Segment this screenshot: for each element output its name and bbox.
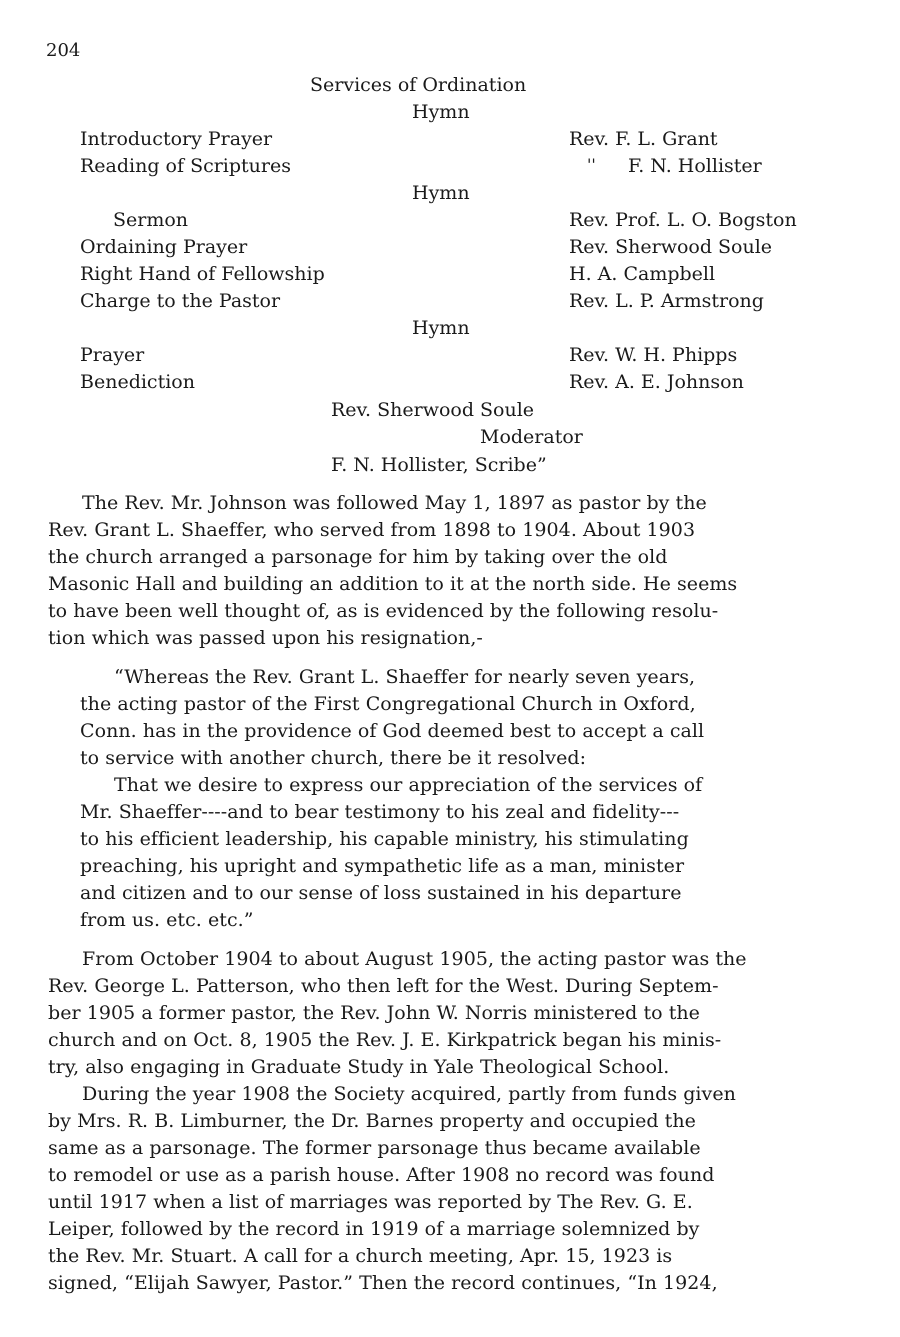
text-line: Leiper, followed by the record in 1919 of a marriage solemnized by — [48, 1218, 700, 1240]
text-line: That we desire to express our appreciation of the services of — [114, 774, 703, 796]
programme-title: Services of Ordination — [310, 74, 527, 96]
service-part: Prayer — [80, 344, 145, 366]
text-line: the acting pastor of the First Congregational Church in Oxford, — [80, 693, 696, 715]
text-line: Mr. Shaeffer----and to bear testimony to his zeal and fidelity--- — [80, 801, 680, 823]
service-part: Reading of Scriptures — [80, 155, 291, 177]
text-line: from us. etc. etc.” — [80, 909, 254, 931]
text-line: and citizen and to our sense of loss sustained in his departure — [80, 882, 682, 904]
moderator-title: Moderator — [480, 426, 583, 448]
text-line: church and on Oct. 8, 1905 the Rev. J. E. Kirkpatrick began his minis- — [48, 1029, 722, 1051]
service-leader: F. N. Hollister — [628, 155, 762, 177]
text-line: by Mrs. R. B. Limburner, the Dr. Barnes property and occupied the — [48, 1110, 696, 1132]
programme-row — [0, 234, 900, 261]
text-line: to have been well thought of, as is evidenced by the following resolu- — [48, 600, 719, 622]
quote-paragraph — [80, 664, 840, 772]
text-line: until 1917 when a list of marriages was reported by The Rev. G. E. — [48, 1191, 693, 1213]
service-part: Charge to the Pastor — [80, 290, 281, 312]
programme-row — [0, 207, 900, 234]
text-line: tion which was passed upon his resignation,- — [48, 627, 483, 649]
paragraph — [48, 1081, 854, 1297]
hymn-2: Hymn — [412, 182, 470, 204]
programme-row — [0, 288, 900, 315]
service-leader: Rev. A. E. Johnson — [569, 371, 744, 393]
service-leader: H. A. Campbell — [569, 263, 716, 285]
service-leader: Rev. Prof. L. O. Bogston — [569, 209, 797, 231]
quote-paragraph — [80, 772, 840, 934]
text-line: “Whereas the Rev. Grant L. Shaeffer for nearly seven years, — [114, 666, 696, 688]
service-part: Right Hand of Fellowship — [80, 263, 325, 285]
text-line: to his efficient leadership, his capable ministry, his stimulating — [80, 828, 689, 850]
text-line: Conn. has in the providence of God deemed best to accept a call — [80, 720, 705, 742]
service-leader: Rev. L. P. Armstrong — [569, 290, 764, 312]
programme-row — [0, 369, 900, 396]
paragraph — [48, 490, 854, 652]
text-line: Rev. Grant L. Shaeffer, who served from 1898 to 1904. About 1903 — [48, 519, 696, 541]
hymn-1: Hymn — [412, 101, 470, 123]
hymn-3: Hymn — [412, 317, 470, 339]
service-part: Sermon — [113, 209, 189, 231]
text-line: signed, “Elijah Sawyer, Pastor.” Then the record continues, “In 1924, — [48, 1272, 718, 1294]
body-text — [48, 490, 854, 1297]
resolution-quote — [80, 664, 840, 934]
page-number: 204 — [46, 40, 81, 61]
ditto-mark: '' — [587, 155, 596, 174]
text-line: the church arranged a parsonage for him by taking over the old — [48, 546, 668, 568]
programme-row — [0, 126, 900, 153]
service-part: Benediction — [80, 371, 195, 393]
text-line: preaching, his upright and sympathetic life as a man, minister — [80, 855, 685, 877]
service-leader: Rev. F. L. Grant — [569, 128, 718, 150]
service-part: Ordaining Prayer — [80, 236, 248, 258]
text-line: same as a parsonage. The former parsonage thus became available — [48, 1137, 701, 1159]
programme-row — [0, 342, 900, 369]
scribe-signature: F. N. Hollister, Scribe” — [331, 454, 547, 476]
text-line: ber 1905 a former pastor, the Rev. John W. Norris ministered to the — [48, 1002, 700, 1024]
text-line: the Rev. Mr. Stuart. A call for a church meeting, Apr. 15, 1923 is — [48, 1245, 673, 1267]
text-line: During the year 1908 the Society acquired, partly from funds given — [82, 1083, 736, 1105]
text-line: Rev. George L. Patterson, who then left for the West. During Septem- — [48, 975, 719, 997]
text-line: to remodel or use as a parish house. After 1908 no record was found — [48, 1164, 715, 1186]
programme-row — [0, 153, 900, 180]
text-line: From October 1904 to about August 1905, the acting pastor was the — [82, 948, 747, 970]
text-line: The Rev. Mr. Johnson was followed May 1, 1897 as pastor by the — [82, 492, 707, 514]
moderator-name: Rev. Sherwood Soule — [331, 399, 535, 421]
text-line: try, also engaging in Graduate Study in Yale Theological School. — [48, 1056, 670, 1078]
text-line: Masonic Hall and building an addition to it at the north side. He seems — [48, 573, 738, 595]
text-line: to service with another church, there be it resolved: — [80, 747, 587, 769]
service-part: Introductory Prayer — [80, 128, 273, 150]
programme-row — [0, 261, 900, 288]
paragraph — [48, 946, 854, 1081]
service-leader: Rev. Sherwood Soule — [569, 236, 773, 258]
service-leader: Rev. W. H. Phipps — [569, 344, 738, 366]
